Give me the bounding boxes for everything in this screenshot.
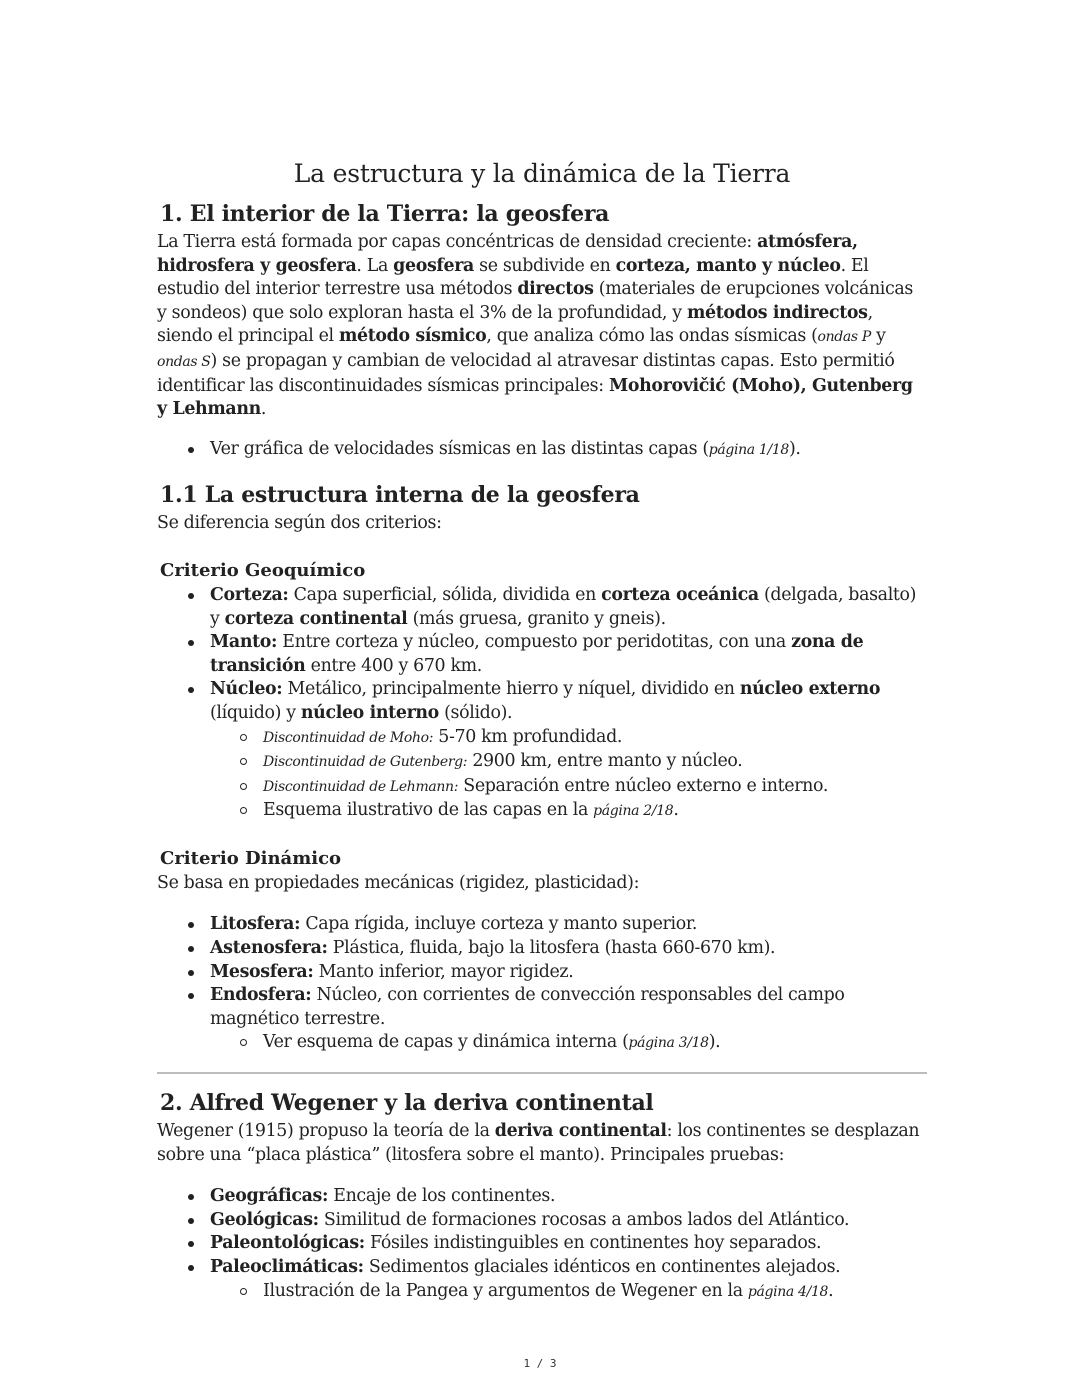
wegener-sublist [157, 1280, 927, 1305]
list-item-esquema: Esquema ilustrativo de las capas en la página 2/18. [157, 799, 927, 824]
section-1-heading: 1. El interior de la Tierra: la geosfera [160, 201, 610, 227]
dynamic-criterion-heading: Criterio Dinámico [160, 847, 342, 869]
document-page [157, 157, 927, 1304]
list-item-pangea: Ilustración de la Pangea y argumentos de Wegener en la página 4/18. [157, 1280, 927, 1305]
list-item-geologicas: Geológicas: Similitud de formaciones rocosas a ambos lados del Atlántico. [157, 1209, 927, 1233]
section-1-paragraph: La Tierra está formada por capas concéntricas de densidad creciente: atmósfera, hidrosfera y geosfera. La geosfera se subdivide en corteza, manto y núcleo. El estudio del interior terrestre usa métodos directos (materiales de erupciones volcánicas y sondeos) que solo exploran hasta el 3% de la profundidad, y métodos indirectos, siendo el principal el método sísmico, que analiza cómo las ondas sísmicas (ondas P y ondas S) se propagan y cambian de velocidad al atravesar distintas capas. Esto permitió identificar las discontinuidades sísmicas principales: Mohorovičić (Moho), Gutenberg y Lehmann. [157, 232, 913, 420]
section-divider [157, 1072, 927, 1074]
list-item-paleontologicas: Paleontológicas: Fósiles indistinguibles en continentes hoy separados. [157, 1232, 927, 1256]
list-item-nucleo: Núcleo: Metálico, principalmente hierro y níquel, dividido en núcleo externo (líquido) y núcleo interno (sólido). Discontinuidad de Moho: 5-70 km profundidad. Discontinuidad de Gutenberg: 2900 km, entre manto y núcleo. Discontinuidad de Lehmann: Separación entre núcleo externo e interno. Esquema ilustrativo de las capas en la página 2/18. [157, 678, 927, 824]
dynamic-sublist [157, 1031, 927, 1056]
page-number: 1 / 3 [523, 1357, 557, 1370]
list-item: Ver gráfica de velocidades sísmicas en las distintas capas (página 1/18). [157, 438, 927, 463]
list-item-endosfera: Endosfera: Núcleo, con corrientes de convección responsables del campo magnético terrestre. Ver esquema de capas y dinámica interna (página 3/18). [157, 984, 927, 1056]
section-1-1-intro: Se diferencia según dos criterios: [157, 513, 442, 534]
page-reference: página 1/18 [708, 441, 789, 458]
page-reference: página 4/18 [747, 1283, 829, 1300]
list-item-litosfera: Litosfera: Capa rígida, incluye corteza y manto superior. [157, 913, 927, 937]
list-item-corteza: Corteza: Capa superficial, sólida, dividida en corteza oceánica (delgada, basalto) y corteza continental (más gruesa, granito y gneis). [157, 584, 927, 631]
page-reference: página 3/18 [628, 1035, 709, 1052]
section-1-list [157, 438, 927, 463]
list-item-astenosfera: Astenosfera: Plástica, fluida, bajo la litosfera (hasta 660-670 km). [157, 937, 927, 961]
list-item-manto: Manto: Entre corteza y núcleo, compuesto por peridotitas, con una zona de transición entre 400 y 670 km. [157, 631, 927, 678]
page-reference: página 2/18 [593, 803, 674, 820]
dynamic-criterion-intro: Se basa en propiedades mecánicas (rigidez, plasticidad): [157, 872, 640, 893]
list-item-gutenberg: Discontinuidad de Gutenberg: 2900 km, entre manto y núcleo. [157, 750, 927, 775]
document-title: La estructura y la dinámica de la Tierra [293, 159, 791, 188]
wegener-evidence-list [157, 1185, 927, 1304]
list-item-mesosfera: Mesosfera: Manto inferior, mayor rigidez. [157, 961, 927, 985]
geochemical-list [157, 584, 927, 824]
discontinuities-list [157, 726, 927, 824]
geochemical-criterion-heading: Criterio Geoquímico [160, 559, 366, 581]
section-1-1-heading: 1.1 La estructura interna de la geosfera [160, 482, 640, 509]
list-item-ver-esquema: Ver esquema de capas y dinámica interna (página 3/18). [157, 1031, 927, 1056]
list-item-lehmann: Discontinuidad de Lehmann: Separación entre núcleo externo e interno. [157, 775, 927, 800]
list-item-geograficas: Geográficas: Encaje de los continentes. [157, 1185, 927, 1209]
list-item-paleoclimaticas: Paleoclimáticas: Sedimentos glaciales idénticos en continentes alejados. Ilustración de la Pangea y argumentos de Wegener en la página 4/18. [157, 1256, 927, 1304]
list-item-moho: Discontinuidad de Moho: 5-70 km profundidad. [157, 726, 927, 751]
section-2-paragraph: Wegener (1915) propuso la teoría de la deriva continental: los continentes se desplazan sobre una “placa plástica” (litosfera sobre el manto). Principales pruebas: [157, 1121, 920, 1165]
dynamic-list [157, 913, 927, 1056]
section-2-heading: 2. Alfred Wegener y la deriva continental [160, 1090, 654, 1117]
